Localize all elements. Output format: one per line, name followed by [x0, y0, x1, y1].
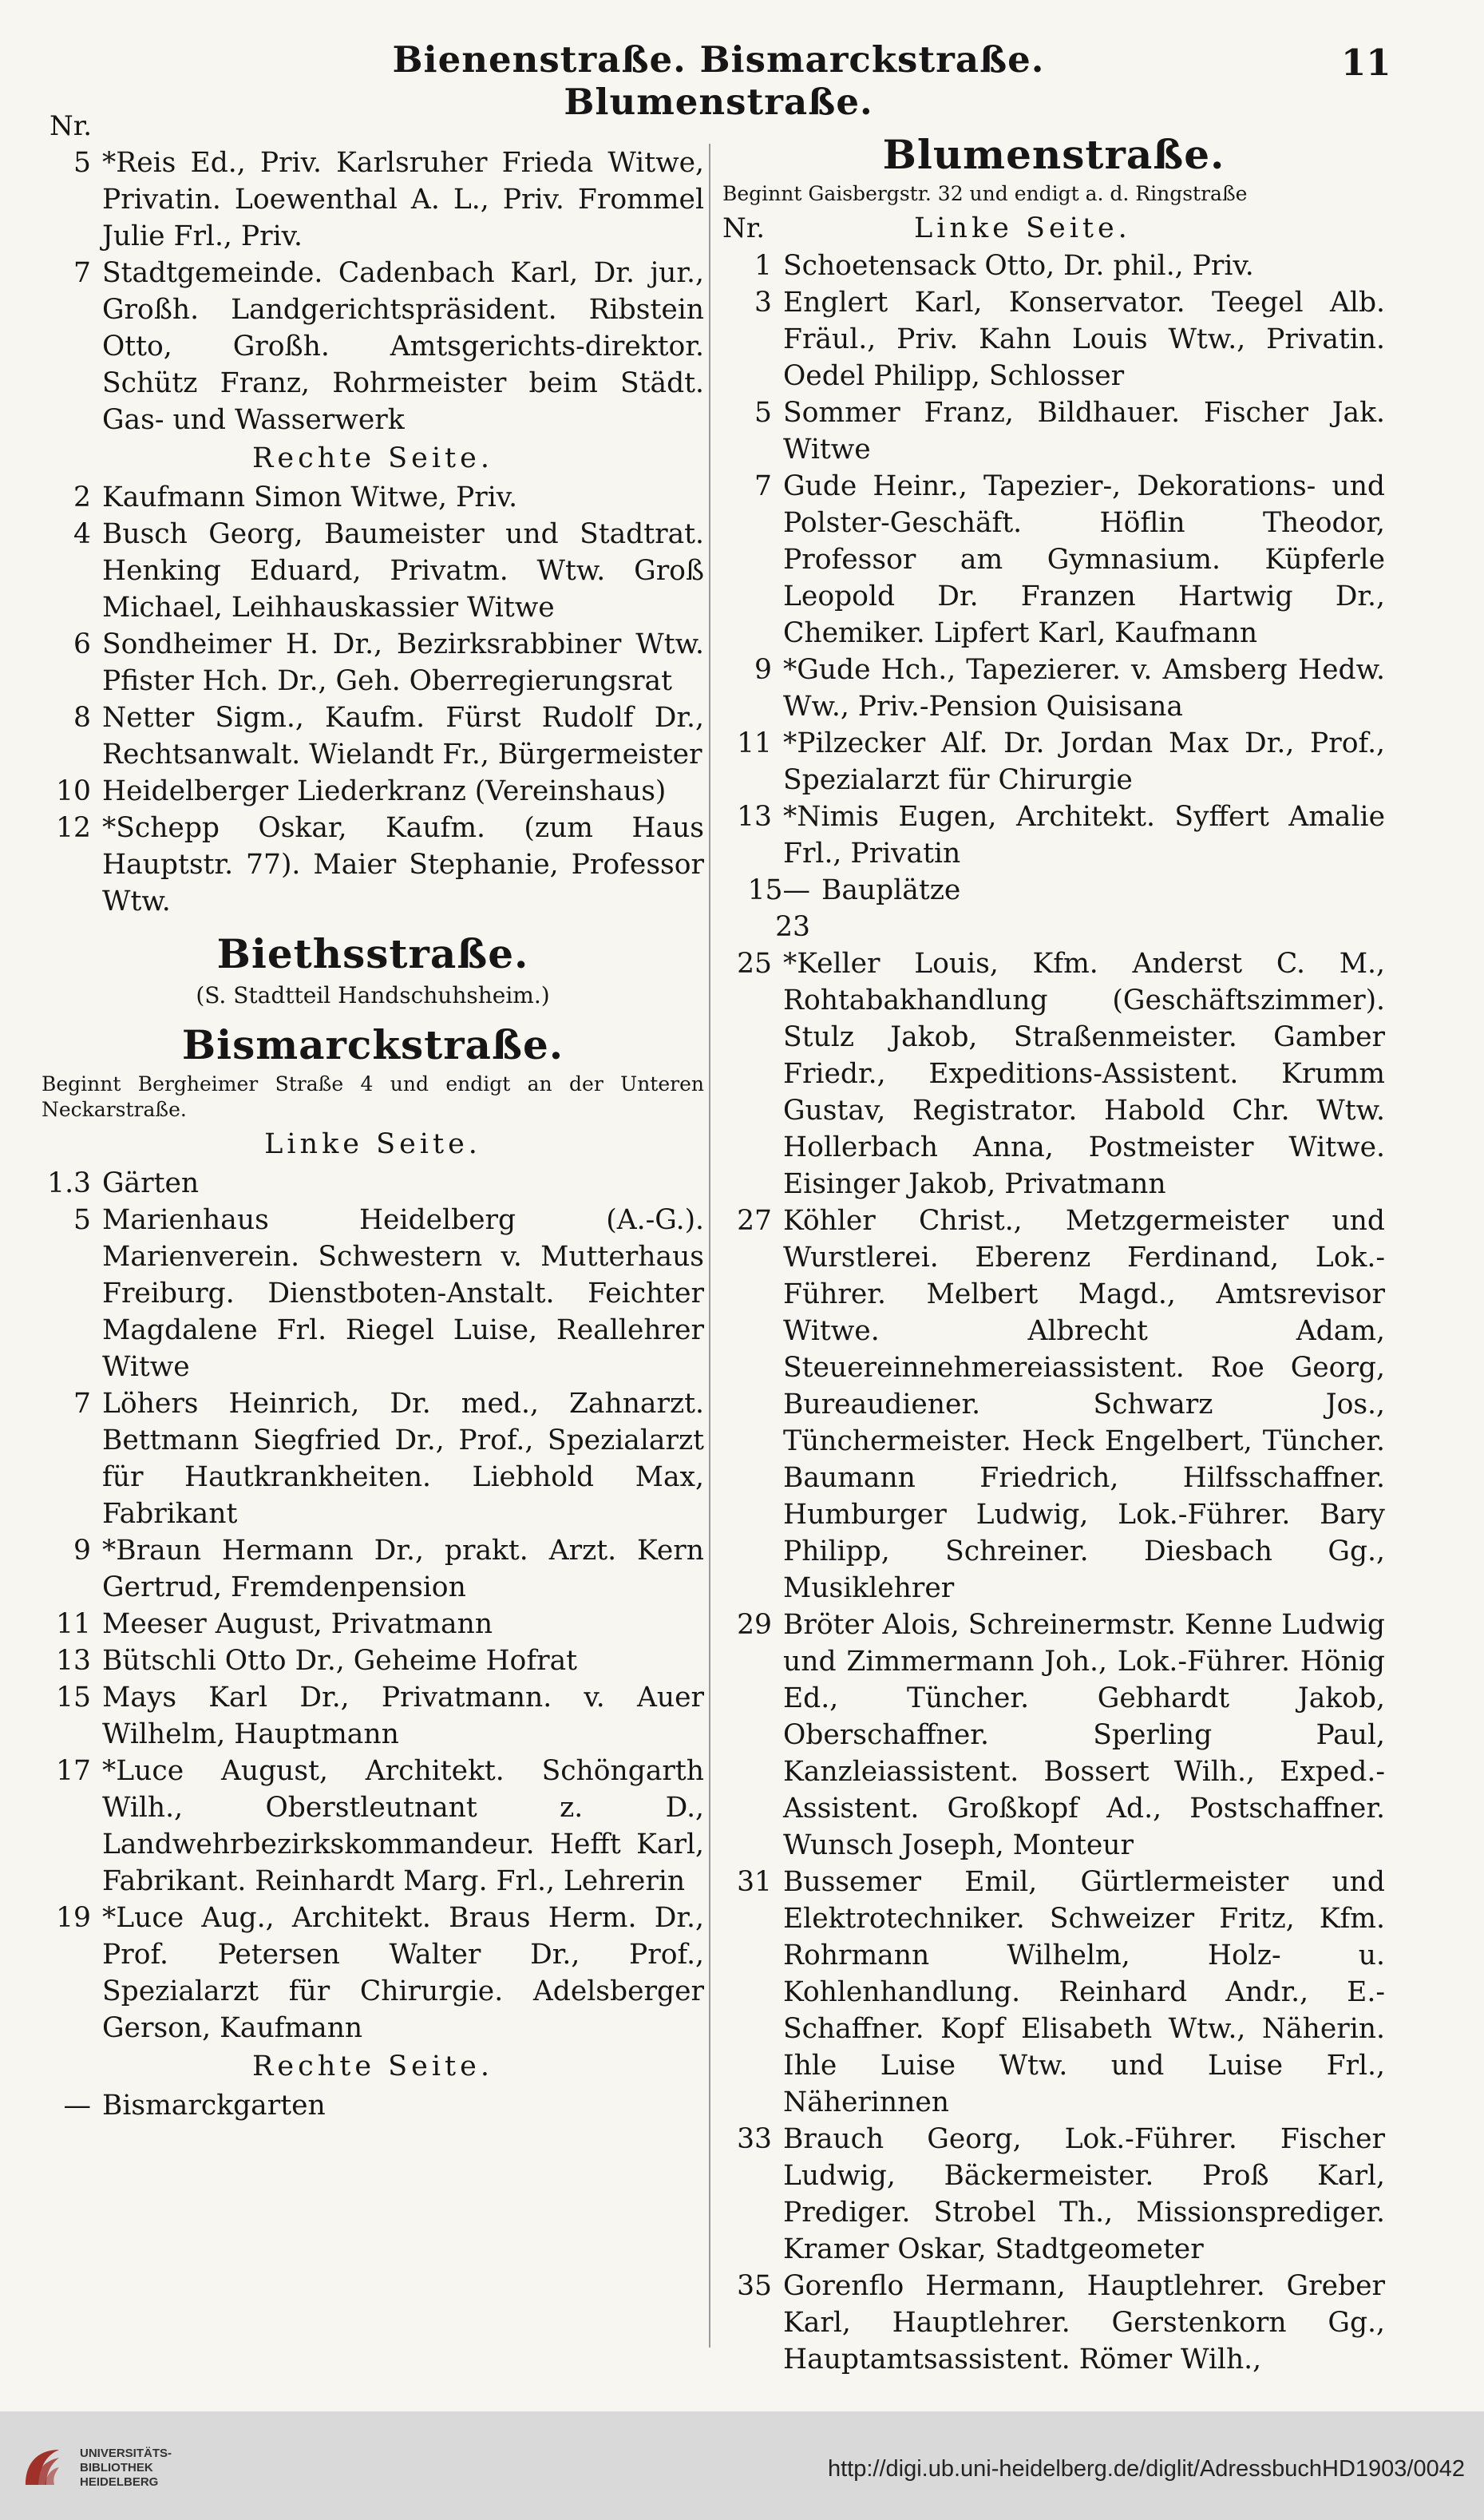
- residents: Löhers Heinrich, Dr. med., Zahnarzt. Bettmann Siegfried Dr., Prof., Spezialarzt für Hautkrankheiten. Liebhold Max, Fabrikant: [102, 1388, 704, 1530]
- residents: Marienhaus Heidelberg (A.-G.). Marienverein. Schwestern v. Mutterhaus Freiburg. Dienstboten-Anstalt. Feichter Magdalene Frl. Riegel Luise, Reallehrer Witwe: [102, 1204, 704, 1383]
- residents: Kaufmann Simon Witwe, Priv.: [102, 481, 518, 513]
- house-number: 29: [737, 1609, 772, 1641]
- address-entry: [42, 810, 704, 920]
- logo-line: UNIVERSITÄTS-: [80, 2447, 172, 2460]
- house-number: 9: [754, 654, 772, 686]
- residents: Gärten: [102, 1167, 200, 1199]
- address-entry: [42, 1165, 704, 1202]
- blumenstrasse-left-entries: [722, 248, 1385, 2378]
- nr-and-side-heading: [722, 210, 1385, 248]
- address-entry: [42, 699, 704, 773]
- right-column: [722, 108, 1385, 2378]
- library-footer: [0, 2411, 1484, 2520]
- residents: Köhler Christ., Metzgermeister und Wurstlerei. Eberenz Ferdinand, Lok.-Führer. Melbert Magd., Amtsrevisor Witwe. Albrecht Adam, Steuereinnehmereiassistent. Roe Georg, Bureaudiener. Schwarz Jos., Tünchermeister. Heck Engelbert, Tüncher. Baumann Friedrich, Hilfsschaffner. Humburger Ludwig, Lok.-Führer. Bary Philipp, Schreiner. Diesbach Gg., Musiklehrer: [783, 1205, 1385, 1604]
- address-entry: [722, 1607, 1385, 1864]
- street-title-bismarckstrasse: Bismarckstraße.: [181, 1021, 564, 1068]
- house-number: 7: [73, 1388, 91, 1420]
- house-number: 25: [737, 948, 772, 980]
- house-number: 15—23: [747, 874, 810, 943]
- residents: *Gude Hch., Tapezierer. v. Amsberg Hedw. Ww., Priv.-Pension Quisisana: [783, 654, 1385, 723]
- address-entry: [42, 1679, 704, 1753]
- address-entry: [722, 652, 1385, 725]
- residents: *Pilzecker Alf. Dr. Jordan Max Dr., Prof., Spezialarzt für Chirurgie: [783, 727, 1385, 796]
- residents: *Braun Hermann Dr., prakt. Arzt. Kern Gertrud, Fremdenpension: [102, 1535, 704, 1603]
- house-number: 19: [56, 1902, 91, 1934]
- address-entry: [42, 1753, 704, 1900]
- residents: Heidelberger Liederkranz (Vereinshaus): [102, 775, 667, 807]
- bienenstrasse-left-entries: [42, 145, 704, 438]
- address-entry: [722, 1864, 1385, 2121]
- address-entry: [42, 145, 704, 255]
- house-number: 7: [73, 257, 91, 289]
- house-number: 6: [73, 628, 91, 660]
- address-entry: [42, 1900, 704, 2047]
- house-number: 2: [73, 481, 91, 513]
- residents: Schoetensack Otto, Dr. phil., Priv.: [783, 250, 1254, 282]
- house-number: 31: [737, 1866, 772, 1898]
- side-heading: Rechte Seite.: [252, 442, 493, 474]
- address-entry: [722, 725, 1385, 798]
- address-entry: [42, 479, 704, 516]
- library-name: [80, 2447, 172, 2490]
- side-heading: Rechte Seite.: [252, 2050, 493, 2082]
- address-entry: [722, 798, 1385, 872]
- page-number: 11: [1341, 42, 1391, 84]
- house-number: 1: [754, 250, 772, 282]
- residents: *Luce Aug., Architekt. Braus Herm. Dr., Prof. Petersen Walter Dr., Prof., Spezialarzt für Chirurgie. Adelsberger Gerson, Kaufmann: [102, 1902, 704, 2044]
- address-entry: [722, 284, 1385, 394]
- side-heading: Linke Seite.: [264, 1128, 481, 1160]
- address-entry: [722, 872, 1385, 945]
- residents: Brauch Georg, Lok.-Führer. Fischer Ludwig, Bäckermeister. Proß Karl, Prediger. Strobel Th., Missionsprediger. Kramer Oskar, Stadtgeometer: [783, 2123, 1385, 2265]
- residents: Bütschli Otto Dr., Geheime Hofrat: [102, 1645, 578, 1677]
- house-number: 8: [73, 702, 91, 734]
- house-number: 13: [56, 1645, 91, 1677]
- address-entry: [42, 1385, 704, 1532]
- bismarckstrasse-right-entries: [42, 2087, 704, 2124]
- street-begin-note: Beginnt Gaisbergstr. 32 und endigt a. d. Ringstraße: [722, 182, 1248, 205]
- logo-line: BIBLIOTHEK: [80, 2461, 153, 2474]
- side-heading: Linke Seite.: [914, 212, 1131, 244]
- address-entry: [42, 516, 704, 626]
- house-number: 17: [56, 1755, 91, 1787]
- house-number: 1.3: [47, 1167, 91, 1199]
- street-note: (S. Stadtteil Handschuhsheim.): [196, 982, 550, 1008]
- residents: Bauplätze: [821, 874, 961, 906]
- house-number: 7: [754, 470, 772, 502]
- house-number: 5: [73, 147, 91, 179]
- running-header: [0, 38, 1484, 123]
- source-url-link[interactable]: http://digi.ub.uni-heidelberg.de/diglit/AdressbuchHD1903/0042: [827, 2456, 1465, 2482]
- house-number: 33: [737, 2123, 772, 2155]
- house-number: 5: [754, 397, 772, 429]
- house-number: 3: [754, 287, 772, 319]
- nr-label: Nr.: [49, 110, 93, 142]
- logo-line: HEIDELBERG: [80, 2475, 159, 2489]
- street-title-biethsstrasse: Biethsstraße.: [216, 930, 529, 977]
- nr-label: Nr.: [722, 212, 766, 244]
- residents: *Luce August, Architekt. Schöngarth Wilh., Oberstleutnant z. D., Landwehrbezirkskommandeur. Hefft Karl, Fabrikant. Reinhardt Marg. Frl., Lehrerin: [102, 1755, 704, 1897]
- left-column: [42, 108, 704, 2124]
- residents: Englert Karl, Konservator. Teegel Alb. Fräul., Priv. Kahn Louis Wtw., Privatin. Oedel Philipp, Schlosser: [783, 287, 1385, 392]
- residents: Bröter Alois, Schreinermstr. Kenne Ludwig und Zimmermann Joh., Lok.-Führer. Hönig Ed., Tüncher. Gebhardt Jakob, Oberschaffner. Sperling Paul, Kanzleiassistent. Bossert Wilh., Exped.-Assistent. Großkopf Ad., Postschaffner. Wunsch Joseph, Monteur: [783, 1609, 1385, 1861]
- residents: Stadtgemeinde. Cadenbach Karl, Dr. jur., Großh. Landgerichtspräsident. Ribstein Otto, Großh. Amtsgerichts-direktor. Schütz Franz, Rohrmeister beim Städt. Gas- und Wasserwerk: [102, 257, 704, 436]
- residents: Sommer Franz, Bildhauer. Fischer Jak. Witwe: [783, 397, 1385, 466]
- house-number: 11: [56, 1608, 91, 1640]
- street-begin-note: Beginnt Bergheimer Straße 4 und endigt an der Unteren Neckarstraße.: [42, 1072, 704, 1121]
- street-title-blumenstrasse: Blumenstraße.: [882, 131, 1225, 178]
- address-entry: [722, 2121, 1385, 2268]
- address-entry: [722, 248, 1385, 284]
- address-entry: [722, 945, 1385, 1203]
- address-entry: [722, 2268, 1385, 2378]
- header-title: Bienenstraße. Bismarckstraße. Blumenstraße.: [392, 38, 1045, 123]
- address-entry: [42, 1642, 704, 1679]
- address-entry: [722, 1203, 1385, 1607]
- residents: Meeser August, Privatmann: [102, 1608, 493, 1640]
- residents: Bismarckgarten: [102, 2090, 326, 2122]
- bienenstrasse-right-entries: [42, 479, 704, 920]
- residents: *Reis Ed., Priv. Karlsruher Frieda Witwe, Privatin. Loewenthal A. L., Priv. Frommel Julie Frl., Priv.: [102, 147, 704, 252]
- address-entry: [42, 2087, 704, 2124]
- library-logo-icon: [18, 2443, 67, 2493]
- house-number: 27: [737, 1205, 772, 1237]
- house-number: 5: [73, 1204, 91, 1236]
- house-number: 13: [737, 801, 772, 833]
- house-number: 10: [56, 775, 91, 807]
- residents: Busch Georg, Baumeister und Stadtrat. Henking Eduard, Privatm. Wtw. Groß Michael, Leihhauskassier Witwe: [102, 518, 704, 624]
- address-entry: [42, 1202, 704, 1385]
- residents: Mays Karl Dr., Privatmann. v. Auer Wilhelm, Hauptmann: [102, 1682, 704, 1750]
- column-divider: [709, 144, 710, 2348]
- house-number: 35: [737, 2270, 772, 2302]
- house-number: 15: [56, 1682, 91, 1714]
- address-entry: [42, 626, 704, 699]
- residents: *Nimis Eugen, Architekt. Syffert Amalie Frl., Privatin: [783, 801, 1385, 870]
- address-entry: [42, 1606, 704, 1642]
- house-number: —: [63, 2090, 91, 2122]
- address-entry: [42, 255, 704, 438]
- house-number: 4: [73, 518, 91, 550]
- house-number: 11: [737, 727, 772, 759]
- residents: Gorenflo Hermann, Hauptlehrer. Greber Karl, Hauptlehrer. Gerstenkorn Gg., Hauptamtsassistent. Römer Wilh.,: [783, 2270, 1385, 2375]
- residents: Netter Sigm., Kaufm. Fürst Rudolf Dr., Rechtsanwalt. Wielandt Fr., Bürgermeister: [102, 702, 704, 771]
- address-entry: [42, 773, 704, 810]
- residents: Bussemer Emil, Gürtlermeister und Elektrotechniker. Schweizer Fritz, Kfm. Rohrmann Wilhelm, Holz- u. Kohlenhandlung. Reinhard Andr., E.-Schaffner. Kopf Elisabeth Wtw., Näherin. Ihle Luise Wtw. und Luise Frl., Näherinnen: [783, 1866, 1385, 2118]
- residents: Sondheimer H. Dr., Bezirksrabbiner Wtw. Pfister Hch. Dr., Geh. Oberregierungsrat: [102, 628, 704, 697]
- address-entry: [722, 468, 1385, 652]
- residents: Gude Heinr., Tapezier-, Dekorations- und Polster-Geschäft. Höflin Theodor, Professor am Gymnasium. Küpferle Leopold Dr. Franzen Hartwig Dr., Chemiker. Lipfert Karl, Kaufmann: [783, 470, 1385, 649]
- address-entry: [42, 1532, 704, 1606]
- address-entry: [722, 394, 1385, 468]
- residents: *Schepp Oskar, Kaufm. (zum Haus Hauptstr. 77). Maier Stephanie, Professor Wtw.: [102, 812, 704, 917]
- bismarckstrasse-left-entries: [42, 1165, 704, 2047]
- residents: *Keller Louis, Kfm. Anderst C. M., Rohtabakhandlung (Geschäftszimmer). Stulz Jakob, Straßenmeister. Gamber Friedr., Expeditions-Assistent. Krumm Gustav, Registrator. Habold Chr. Wtw. Hollerbach Anna, Postmeister Witwe. Eisinger Jakob, Privatmann: [783, 948, 1385, 1200]
- house-number: 12: [56, 812, 91, 844]
- house-number: 9: [73, 1535, 91, 1567]
